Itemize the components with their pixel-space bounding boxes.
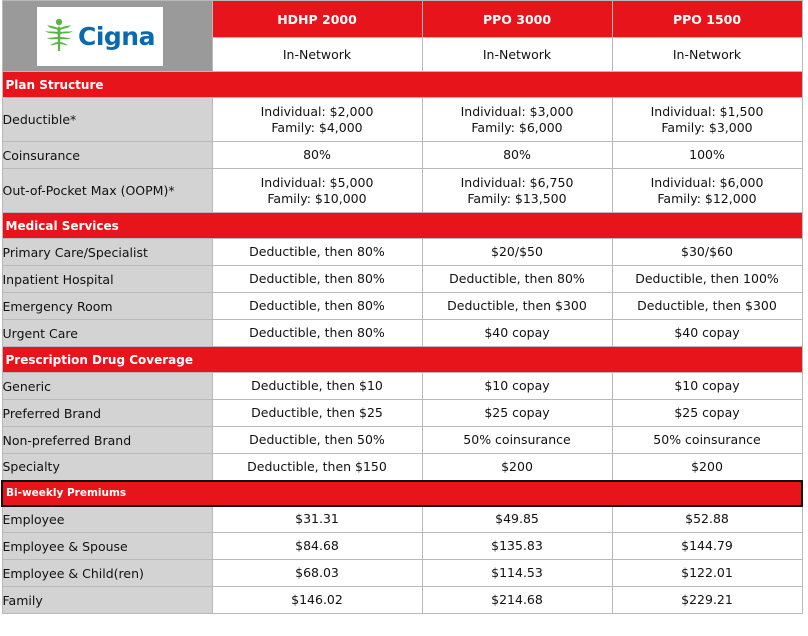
table-row [2,506,802,533]
cell-ppo-1500 [612,506,802,533]
row-label: Employee [2,506,212,533]
cell-line: $52.88 [685,511,729,527]
cell-line: Individual: $1,500 [650,103,764,119]
cell-ppo-3000 [422,587,612,614]
cell-ppo-3000 [422,560,612,587]
cell-ppo-3000 [422,373,612,400]
cell-line: $146.02 [291,592,343,607]
cell-hdhp-2000 [212,320,422,347]
table-row [2,142,802,169]
cell-ppo-3000 [422,533,612,560]
cell-ppo-3000 [422,506,612,533]
network-label: In-Network [422,38,612,72]
cell-line: $10 copay [674,378,740,393]
row-label: Employee & Child(ren) [2,560,212,587]
cell-line: Deductible, then 80% [249,298,385,313]
cell-hdhp-2000 [212,533,422,560]
table-row [2,98,802,142]
cell-ppo-3000 [422,320,612,347]
plan-name-ppo-3000: PPO 3000 [422,1,612,38]
cell-line: Individual: $2,000 [260,103,374,119]
table-row [2,454,802,481]
cell-ppo-1500 [612,239,802,266]
cell-line: $40 copay [484,325,550,340]
cell-line: $135.83 [491,538,543,553]
cell-line: $68.03 [295,565,339,580]
cell-line: Individual: $6,000 [650,174,764,190]
cell-line: Deductible, then 100% [635,271,779,286]
cell-line: Individual: $6,750 [460,174,574,190]
cell-hdhp-2000 [212,587,422,614]
cell-ppo-3000 [422,266,612,293]
section-header-prescription-drug-coverage [2,347,802,373]
cell-line: Individual: $5,000 [260,174,374,190]
plan-table-body [2,1,802,614]
section-title: Prescription Drug Coverage [2,347,802,373]
cell-line: Family: $6,000 [471,119,563,135]
cell-line: 80% [303,147,331,162]
cell-ppo-1500 [612,454,802,481]
row-label: Out-of-Pocket Max (OOPM)* [2,169,212,213]
cell-ppo-1500 [612,373,802,400]
table-row [2,400,802,427]
row-label: Inpatient Hospital [2,266,212,293]
cell-line: $25 copay [674,405,740,420]
cell-line: $40 copay [674,325,740,340]
row-label: Preferred Brand [2,400,212,427]
logo-cell [2,1,212,72]
cell-ppo-3000 [422,169,612,213]
cell-ppo-3000 [422,98,612,142]
cell-ppo-1500 [612,560,802,587]
network-label: In-Network [612,38,802,72]
row-label: Generic [2,373,212,400]
cell-line: $25 copay [484,405,550,420]
table-row [2,293,802,320]
cell-hdhp-2000 [212,560,422,587]
cell-line: $31.31 [295,511,339,527]
cell-hdhp-2000 [212,427,422,454]
cell-ppo-1500 [612,587,802,614]
cell-line: Deductible, then $10 [251,378,383,393]
cell-line: Deductible, then $300 [447,298,587,313]
cell-line: Deductible, then $150 [247,458,387,474]
row-label: Primary Care/Specialist [2,239,212,266]
cell-line: 50% coinsurance [653,432,761,447]
cell-line: Family: $10,000 [267,190,367,206]
cell-line: Deductible, then $300 [637,298,777,313]
section-title: Plan Structure [2,72,802,98]
table-row [2,320,802,347]
cell-line: 100% [689,147,725,162]
cell-ppo-3000 [422,293,612,320]
cell-hdhp-2000 [212,266,422,293]
cell-line: Family: $3,000 [661,119,753,135]
cell-line: Deductible, then 80% [249,325,385,340]
cell-line: Individual: $3,000 [460,103,574,119]
cell-line: 50% coinsurance [463,432,571,447]
table-row [2,427,802,454]
cell-ppo-1500 [612,320,802,347]
section-header-bi-weekly-premiums [2,481,802,506]
cell-ppo-1500 [612,293,802,320]
cell-line: 80% [503,147,531,162]
cell-line: Deductible, then 80% [249,271,385,286]
cell-line: $20/$50 [491,244,543,259]
cell-hdhp-2000 [212,400,422,427]
cell-hdhp-2000 [212,98,422,142]
table-row [2,587,802,614]
cell-line: $114.53 [491,565,543,580]
row-label: Family [2,587,212,614]
cell-line: Family: $4,000 [271,119,363,135]
cell-line: $229.21 [681,592,733,607]
cell-line: Deductible, then 50% [249,432,385,447]
cell-ppo-3000 [422,142,612,169]
section-title: Bi-weekly Premiums [2,481,802,506]
cell-ppo-1500 [612,266,802,293]
cell-line: $144.79 [681,538,733,553]
cell-ppo-3000 [422,454,612,481]
row-label: Coinsurance [2,142,212,169]
cigna-logo [37,7,163,66]
cell-hdhp-2000 [212,293,422,320]
row-label: Urgent Care [2,320,212,347]
cell-hdhp-2000 [212,373,422,400]
plan-name-ppo-1500: PPO 1500 [612,1,802,38]
cell-line: $30/$60 [681,244,733,259]
cell-hdhp-2000 [212,142,422,169]
plan-header-row [2,1,802,38]
cell-line: Deductible, then 80% [249,244,385,259]
section-title: Medical Services [2,213,802,239]
cigna-tree-of-life-icon [44,18,74,54]
plan-comparison-table [1,0,803,614]
cell-ppo-3000 [422,400,612,427]
brand-name: Cigna [78,21,155,51]
cell-line: $200 [501,458,533,474]
cell-hdhp-2000 [212,506,422,533]
cell-ppo-1500 [612,98,802,142]
table-row [2,239,802,266]
table-row [2,560,802,587]
cell-ppo-3000 [422,239,612,266]
cell-hdhp-2000 [212,169,422,213]
row-label: Specialty [2,454,212,481]
table-row [2,266,802,293]
section-header-medical-services [2,213,802,239]
plan-name-hdhp-2000: HDHP 2000 [212,1,422,38]
cell-line: Deductible, then $25 [251,405,383,420]
row-label: Non-preferred Brand [2,427,212,454]
row-label: Emergency Room [2,293,212,320]
table-row [2,533,802,560]
row-label: Employee & Spouse [2,533,212,560]
cell-line: Family: $13,500 [467,190,567,206]
cell-ppo-1500 [612,142,802,169]
cell-line: $49.85 [495,511,539,527]
cell-ppo-1500 [612,169,802,213]
section-header-plan-structure [2,72,802,98]
row-label: Deductible* [2,98,212,142]
cell-hdhp-2000 [212,239,422,266]
cell-line: $122.01 [681,565,733,580]
table-row [2,373,802,400]
cell-line: $200 [691,458,723,474]
cell-line: $84.68 [295,538,339,553]
cell-ppo-1500 [612,400,802,427]
cell-ppo-1500 [612,533,802,560]
cell-line: $10 copay [484,378,550,393]
cell-line: Family: $12,000 [657,190,757,206]
cell-ppo-3000 [422,427,612,454]
cell-line: Deductible, then 80% [449,271,585,286]
network-label: In-Network [212,38,422,72]
table-row [2,169,802,213]
cell-ppo-1500 [612,427,802,454]
cell-hdhp-2000 [212,454,422,481]
cell-line: $214.68 [491,592,543,607]
